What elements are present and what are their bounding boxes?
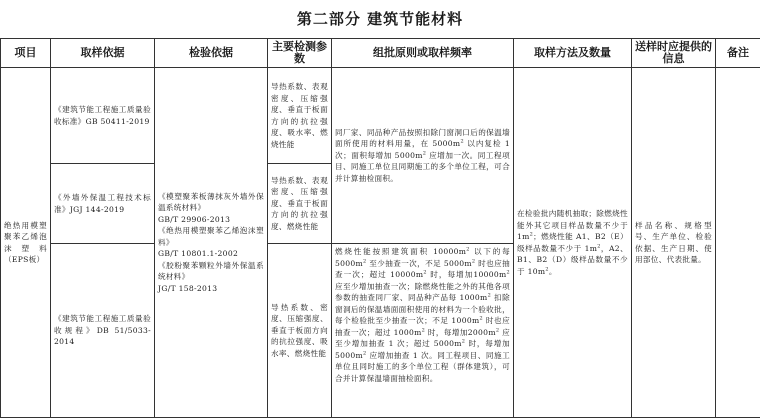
sampling-method-sup: 2 bbox=[530, 231, 533, 237]
frequency-1 bbox=[332, 68, 514, 244]
inspection-std-3: 《绝热用模塑聚苯乙烯泡沫塑料》 bbox=[158, 225, 264, 248]
frequency-2-sup: 2 bbox=[472, 258, 475, 264]
sampling-basis-1: 《建筑节能工程施工质量验收标准》GB 50411-2019 bbox=[51, 68, 155, 164]
header-item: 项目 bbox=[1, 39, 51, 68]
inspection-std-6: JG/T 158-2013 bbox=[158, 283, 264, 295]
frequency-1-text: 以内复检 1 次；面积每增加 5000m bbox=[335, 139, 510, 160]
inspection-basis-cell bbox=[155, 68, 268, 418]
sampling-method-cell bbox=[514, 68, 632, 418]
materials-table bbox=[0, 38, 760, 418]
frequency-2-sup: 2 bbox=[488, 292, 491, 298]
frequency-2-sup: 2 bbox=[466, 246, 469, 252]
page-title: 第二部分 建筑节能材料 bbox=[0, 8, 760, 29]
header-submit-info: 送样时应提供的信息 bbox=[632, 39, 716, 68]
sampling-method-sup: 2 bbox=[597, 243, 600, 249]
inspection-std-1: 《模塑聚苯板薄抹灰外墙外保温系统材料》 bbox=[158, 191, 264, 214]
frequency-1-sup: 2 bbox=[423, 150, 426, 156]
submit-info-cell: 样品名称、规格型号、生产单位、检验依据、生产日期、使用部位、代表批量。 bbox=[632, 68, 716, 418]
frequency-2-text: 燃烧性能按照建筑面积 10000m bbox=[335, 247, 466, 256]
table-row bbox=[1, 68, 760, 164]
frequency-2-text: 时，每增加10000m bbox=[427, 270, 507, 279]
sampling-basis-3: 《建筑节能工程施工质量验收规程》DB 51/5033-2014 bbox=[51, 244, 155, 418]
item-name-cell: 绝热用模塑聚苯乙烯泡沫塑料（EPS板） bbox=[1, 68, 51, 418]
frequency-2-text: 至少抽查一次，不足 5000m bbox=[367, 259, 472, 268]
params-3: 导热系数、密度、压缩强度、垂直于板面方向的抗拉强度、吸水率、燃烧性能 bbox=[268, 244, 332, 418]
frequency-2-text: 以下的每5000m bbox=[335, 247, 510, 268]
frequency-2-text: 扣除窗洞后的保温墙面面积使用的材料为一个验收批，每个检验批至少抽查一次；不足 1000m bbox=[335, 293, 510, 325]
inspection-std-2: GB/T 29906-2013 bbox=[158, 214, 264, 226]
frequency-2-sup: 2 bbox=[422, 327, 425, 333]
frequency-2-text: 应增加抽查 1 次。同工程项目、同施工单位且同时施工的多个单位工程（群体建筑），可合并计算保温墙面抽检面积。 bbox=[335, 351, 510, 383]
header-frequency: 组批原则或取样频率 bbox=[332, 39, 514, 68]
header-row bbox=[1, 39, 760, 68]
frequency-2-sup: 2 bbox=[423, 269, 426, 275]
notes-cell bbox=[716, 68, 760, 418]
frequency-2-sup: 2 bbox=[363, 258, 366, 264]
frequency-2-text: 应至少增加抽查 1 次；超过 5000m bbox=[335, 328, 510, 349]
frequency-2-sup: 2 bbox=[507, 269, 510, 275]
frequency-1-text: 同厂家、同品种产品按照扣除门窗洞口后的保温墙面所使用的材料用量，在 5000m bbox=[335, 128, 510, 149]
header-main-params: 主要检测参数 bbox=[268, 39, 332, 68]
frequency-1-text: 应增加一次。同工程项目、同施工单位且同期施工的多个单位工程，可合并计算抽检面积。 bbox=[335, 151, 510, 183]
sampling-method-text: ；燃烧性能 A1、B2（E）级样品数量不少于 1m bbox=[517, 232, 628, 253]
frequency-1-sup: 2 bbox=[460, 139, 463, 145]
sampling-basis-2: 《外墙外保温工程技术标准》JGJ 144-2019 bbox=[51, 164, 155, 244]
sampling-method-sup: 2 bbox=[545, 266, 548, 272]
frequency-2-text: 时，每增加 5000m bbox=[335, 339, 510, 360]
frequency-2-text: 时也应抽查一次；超过 1000m bbox=[335, 316, 510, 337]
inspection-std-4: GB/T 10801.1-2002 bbox=[158, 248, 264, 260]
sampling-method-text: ，A2、B1、B2（D）级样品数量不少于 10m bbox=[517, 244, 628, 276]
inspection-std-5: 《胶粉聚苯颗粒外墙外保温系统材料》 bbox=[158, 260, 264, 283]
frequency-2-sup: 2 bbox=[496, 327, 499, 333]
frequency-2 bbox=[332, 244, 514, 418]
frequency-2-text: 时，每增加2000m bbox=[425, 328, 496, 337]
header-sampling-method: 取样方法及数量 bbox=[514, 39, 632, 68]
frequency-2-sup: 2 bbox=[363, 350, 366, 356]
frequency-2-text: 时也应抽查一次；超过 10000m bbox=[335, 259, 510, 280]
header-sampling-basis: 取样依据 bbox=[51, 39, 155, 68]
header-notes: 备注 bbox=[716, 39, 760, 68]
sampling-method-text: 在检验批内随机抽取；除燃烧性能外其它项目样品数量不少于 1m bbox=[517, 209, 628, 241]
params-1: 导热系数、表观密度、压缩强度、垂直于板面方向的抗拉强度、吸水率、燃烧性能 bbox=[268, 68, 332, 164]
sampling-method-text: 。 bbox=[549, 267, 557, 276]
params-2: 导热系数、表观密度、压缩强度、垂直于板面方向的抗拉强度、燃烧性能 bbox=[268, 164, 332, 244]
header-inspection-basis: 检验依据 bbox=[155, 39, 268, 68]
frequency-2-text: 应至少增加抽查一次；除燃烧性能之外的其他各项参数的抽查同厂家、同品种产品每 1000m bbox=[335, 282, 510, 303]
frequency-2-sup: 2 bbox=[479, 315, 482, 321]
frequency-2-sup: 2 bbox=[462, 338, 465, 344]
